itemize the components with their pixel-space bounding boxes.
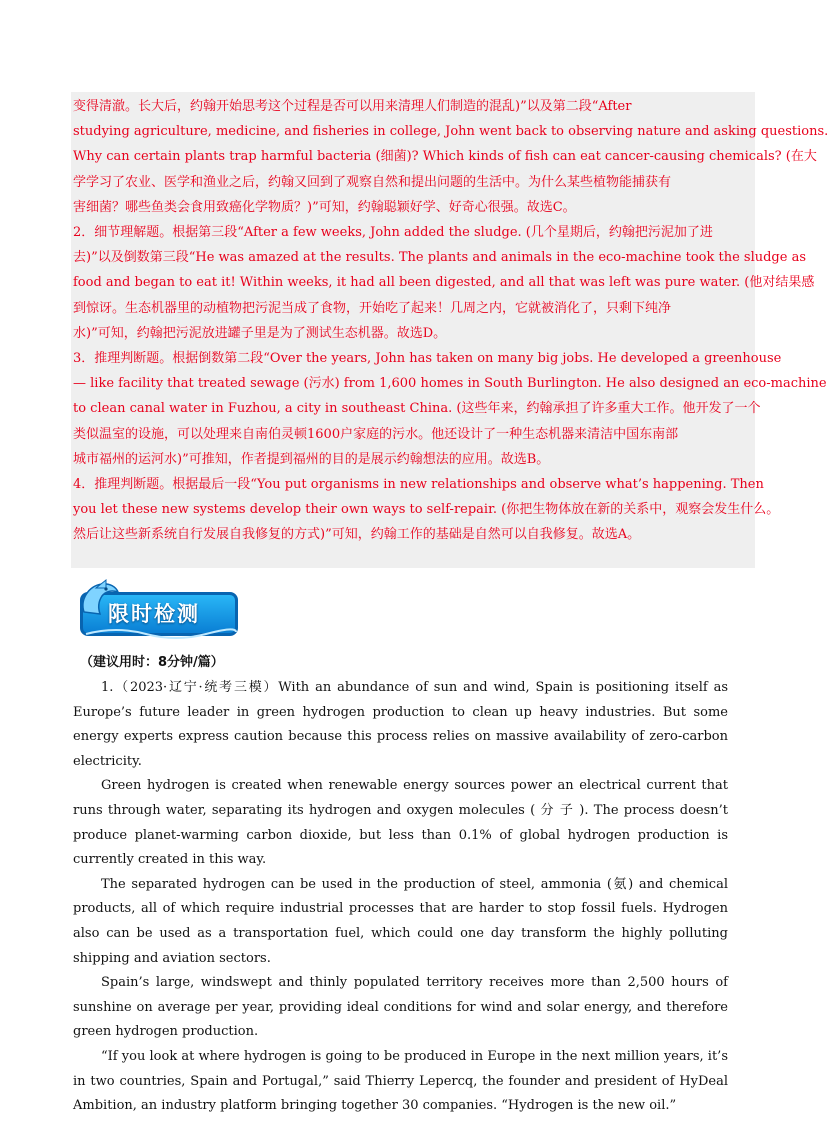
answer-line: 3．推理判断题。根据倒数第二段“Over the years, John has taken on many big jobs. He developed a greenhouse	[73, 351, 782, 367]
passage-paragraph: Green hydrogen is created when renewable energy sources power an electrical current that runs through water, separating its hydrogen and oxygen molecules ( 分 子 ). The process doesn’t produce planet-warming carbon dioxide, but less than 0.1% of global hydrogen production is currently created in this way.	[73, 778, 728, 868]
passage-paragraph: Spain’s large, windswept and thinly populated territory receives more than 2,500 hours of sunshine on average per year, providing ideal conditions for wind and solar energy, and therefore green hydrogen production.	[73, 975, 728, 1040]
answer-line: 城市福州的运河水)”可推知，作者提到福州的目的是展示约翰想法的应用。故选B。	[73, 451, 550, 467]
answer-explanation-box	[71, 92, 828, 568]
answer-line: 4．推理判断题。根据最后一段“You put organisms in new relationships and observe what’s happening. Then	[73, 477, 764, 493]
answer-line: 到惊讶。生态机器里的动植物把污泥当成了食物，开始吃了起来！几周之内，它就被消化了，只剩下纯净	[73, 300, 672, 316]
passage-paragraph: “If you look at where hydrogen is going to be produced in Europe in the next million years, it’s in two countries, Spain and Portugal,” said Thierry Lepercq, the founder and president of HyDeal Ambition, an industry platform bringing together 30 companies. “Hydrogen is the new oil.”	[73, 1048, 728, 1114]
answer-line: 去)”以及倒数第三段“He was amazed at the results. The plants and animals in the eco-machine took the sludge as	[73, 250, 806, 266]
passage-paragraph: The separated hydrogen can be used in the production of steel, ammonia (氨) and chemical products, all of which require industrial processes that are harder to stop fossil fuels. Hydrogen also can be used as a transportation fuel, which could one day transform the highly polluting shipping and aviation sectors.	[73, 876, 728, 966]
section-banner	[76, 578, 242, 642]
passage-paragraph: 1.（2023·辽宁·统考三模）With an abundance of sun and wind, Spain is positioning itself as Europe’s future leader in green hydrogen production to clean up heavy industries. But some energy experts express caution because this process relies on massive availability of zero-carbon electricity.	[73, 680, 728, 769]
answer-line: 水)”可知，约翰把污泥放进罐子里是为了测试生态机器。故选D。	[73, 325, 447, 341]
answer-line: studying agriculture, medicine, and fisheries in college, John went back to observing nature and asking questions.	[73, 124, 828, 140]
answer-line: food and began to eat it! Within weeks, it had all been digested, and all that was left was pure water. (他对结果感	[73, 275, 815, 291]
answer-line: 变得清澈。长大后，约翰开始思考这个过程是否可以用来清理人们制造的混乱)”以及第二段“After	[73, 99, 632, 114]
reading-passage	[73, 676, 728, 1119]
answer-line: 类似温室的设施，可以处理来自南伯灵顿1600户家庭的污水。他还设计了一种生态机器来清洁中国东南部	[73, 426, 679, 442]
answer-line: 然后让这些新系统自行发展自我修复的方式)”可知，约翰工作的基础是自然可以自我修复。故选A。	[73, 527, 641, 543]
answer-line: you let these new systems develop their own ways to self-repair. (你把生物体放在新的关系中，观察会发生什么。	[73, 502, 780, 518]
answer-line: 学学习了农业、医学和渔业之后，约翰又回到了观察自然和提出问题的生活中。为什么某些植物能捕获有	[73, 174, 672, 190]
answer-line: 害细菌？哪些鱼类会食用致癌化学物质？)”可知，约翰聪颖好学、好奇心很强。故选C。	[73, 199, 576, 215]
answer-line: — like facility that treated sewage (污水) from 1,600 homes in South Burlington. He also designed an eco-machine	[73, 376, 827, 392]
time-hint: （建议用时：8分钟/篇）	[80, 655, 224, 670]
answer-line: to clean canal water in Fuzhou, a city in southeast China. (这些年来，约翰承担了许多重大工作。他开发了一个	[73, 401, 761, 417]
banner-title: 限时检测	[108, 602, 200, 626]
answer-line: Why can certain plants trap harmful bacteria (细菌)? Which kinds of fish can eat cancer-causing chemicals? (在大	[73, 149, 817, 165]
answer-line: 2．细节理解题。根据第三段“After a few weeks, John added the sludge. (几个星期后，约翰把污泥加了进	[73, 225, 713, 241]
